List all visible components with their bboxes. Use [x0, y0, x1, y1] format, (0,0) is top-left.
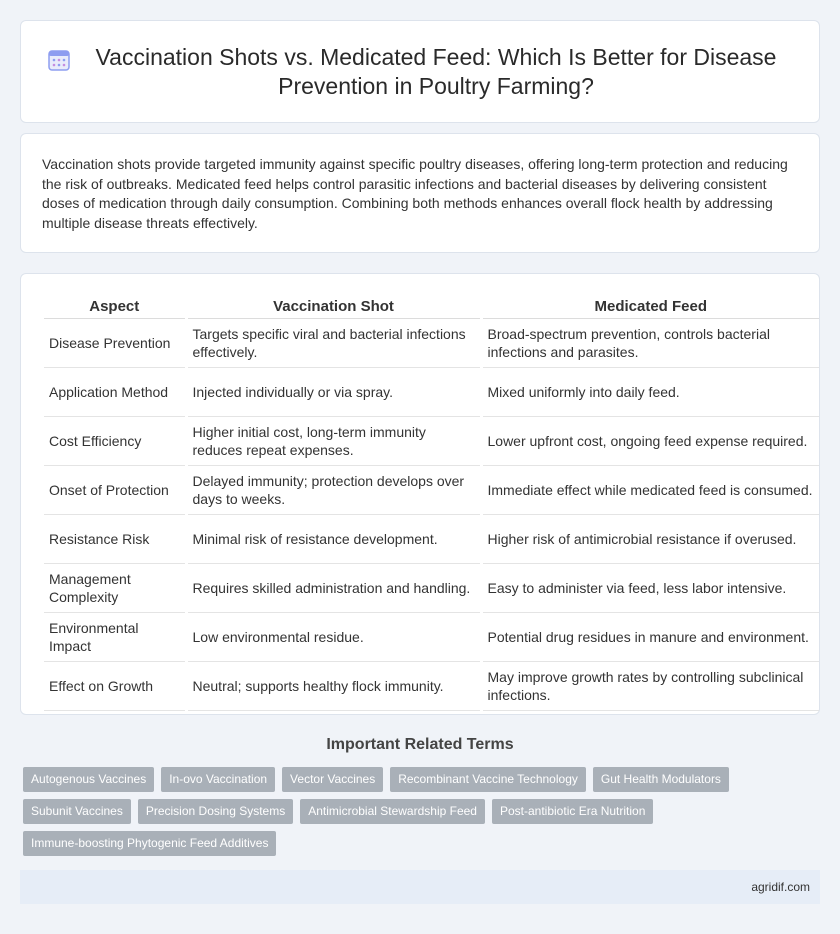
medicated-feed-cell: Immediate effect while medicated feed is consumed. [481, 465, 819, 514]
aspect-cell: Resistance Risk [44, 514, 186, 563]
table-row [44, 416, 819, 465]
header-aspect: Aspect [44, 296, 186, 318]
related-terms-tags [20, 767, 820, 863]
tag-in-ovo-vaccination[interactable]: In-ovo Vaccination [161, 767, 275, 792]
comparison-table [44, 296, 819, 711]
aspect-cell: Environmental Impact [44, 612, 186, 661]
intro-card [20, 133, 820, 253]
table-row [44, 661, 819, 710]
page-title: Vaccination Shots vs. Medicated Feed: Which Is Better for Disease Prevention in Poultry Farming? [95, 43, 777, 99]
vaccination-cell: Low environmental residue. [186, 612, 481, 661]
table-row [44, 318, 819, 367]
medicated-feed-cell: Higher risk of antimicrobial resistance if overused. [481, 514, 819, 563]
comparison-card [20, 273, 820, 715]
medicated-feed-cell: May improve growth rates by controlling subclinical infections. [481, 661, 819, 710]
medicated-feed-cell: Mixed uniformly into daily feed. [481, 367, 819, 416]
tag-immune-boosting-phytogenic-feed-additives[interactable]: Immune-boosting Phytogenic Feed Additives [23, 831, 276, 856]
related-terms-title: Important Related Terms [326, 736, 514, 753]
table-row [44, 563, 819, 612]
medicated-feed-cell: Easy to administer via feed, less labor intensive. [481, 563, 819, 612]
aspect-cell: Effect on Growth [44, 661, 186, 710]
vaccination-cell: Injected individually or via spray. [186, 367, 481, 416]
tag-post-antibiotic-era-nutrition[interactable]: Post-antibiotic Era Nutrition [492, 799, 653, 824]
table-row [44, 612, 819, 661]
aspect-cell: Management Complexity [44, 563, 186, 612]
vaccination-cell: Requires skilled administration and handling. [186, 563, 481, 612]
vaccination-cell: Neutral; supports healthy flock immunity. [186, 661, 481, 710]
related-terms-section [20, 735, 820, 863]
header-vaccination-shot: Vaccination Shot [186, 296, 481, 318]
tag-gut-health-modulators[interactable]: Gut Health Modulators [593, 767, 729, 792]
vaccination-cell: Delayed immunity; protection develops over days to weeks. [186, 465, 481, 514]
table-row [44, 465, 819, 514]
table-header-row [44, 296, 819, 318]
table-row [44, 367, 819, 416]
aspect-cell: Onset of Protection [44, 465, 186, 514]
vaccination-cell: Minimal risk of resistance development. [186, 514, 481, 563]
medicated-feed-cell: Broad-spectrum prevention, controls bacterial infections and parasites. [481, 318, 819, 367]
calendar-icon [47, 48, 71, 72]
tag-subunit-vaccines[interactable]: Subunit Vaccines [23, 799, 131, 824]
footer [20, 870, 820, 904]
intro-paragraph: Vaccination shots provide targeted immunity against specific poultry diseases, offering long-term protection and reducing the risk of outbreaks. Medicated feed helps control parasitic infections and bacterial diseases by delivering consistent doses of medication through daily consumption. Combining both methods enhances overall flock health by addressing multiple disease threats effectively. [42, 156, 788, 231]
tag-precision-dosing-systems[interactable]: Precision Dosing Systems [138, 799, 293, 824]
tag-vector-vaccines[interactable]: Vector Vaccines [282, 767, 383, 792]
tag-autogenous-vaccines[interactable]: Autogenous Vaccines [23, 767, 154, 792]
footer-site-link[interactable]: agridif.com [751, 880, 810, 894]
title-card [20, 20, 820, 123]
table-row [44, 514, 819, 563]
medicated-feed-cell: Lower upfront cost, ongoing feed expense required. [481, 416, 819, 465]
medicated-feed-cell: Potential drug residues in manure and environment. [481, 612, 819, 661]
aspect-cell: Application Method [44, 367, 186, 416]
aspect-cell: Cost Efficiency [44, 416, 186, 465]
tag-antimicrobial-stewardship-feed[interactable]: Antimicrobial Stewardship Feed [300, 799, 485, 824]
header-medicated-feed: Medicated Feed [481, 296, 819, 318]
aspect-cell: Disease Prevention [44, 318, 186, 367]
tag-recombinant-vaccine-technology[interactable]: Recombinant Vaccine Technology [390, 767, 586, 792]
vaccination-cell: Higher initial cost, long-term immunity reduces repeat expenses. [186, 416, 481, 465]
vaccination-cell: Targets specific viral and bacterial infections effectively. [186, 318, 481, 367]
